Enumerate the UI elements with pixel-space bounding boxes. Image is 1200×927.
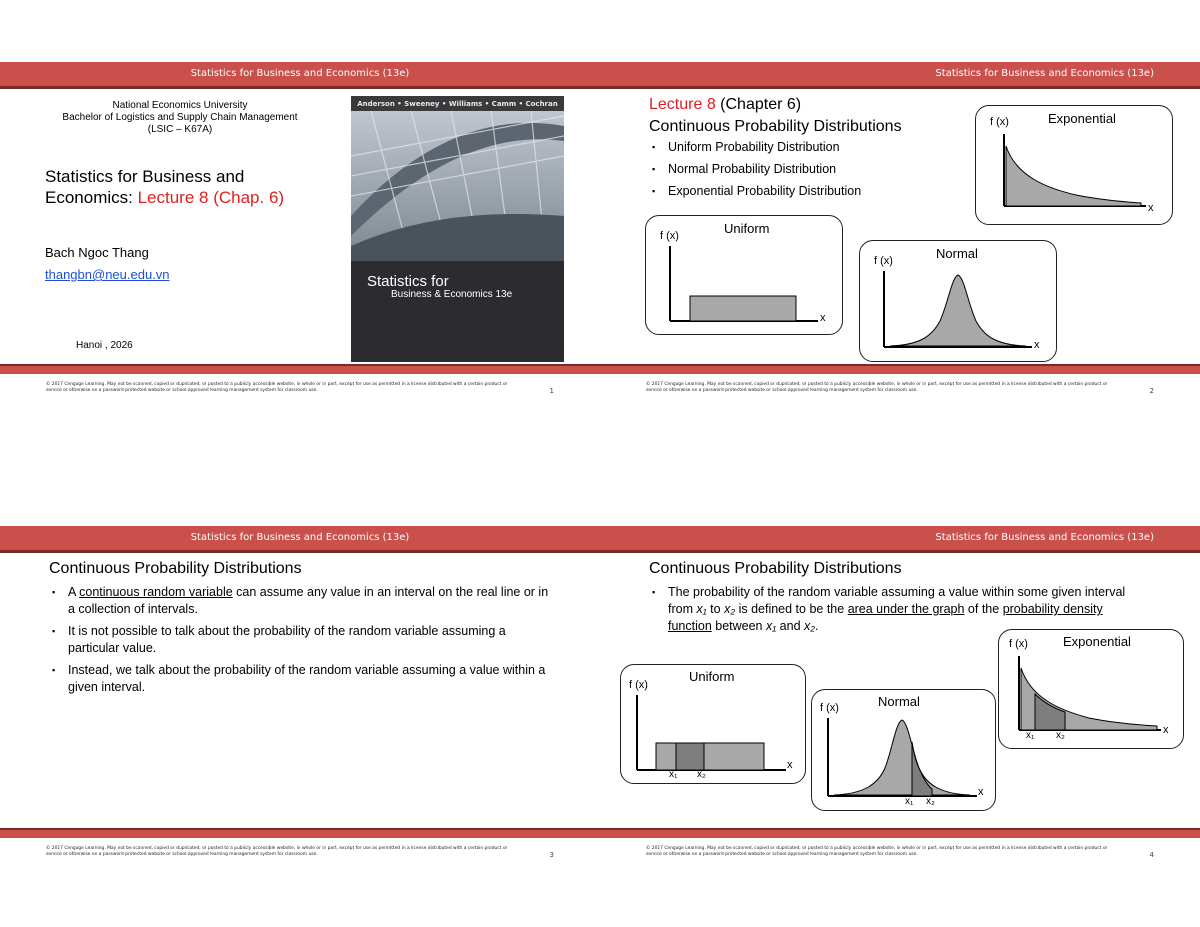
x-axis-label: x: [1034, 339, 1040, 351]
slide-title: Continuous Probability Distributions: [49, 560, 302, 577]
exponential-interval-box: [998, 629, 1184, 749]
title-prefix: Economics:: [45, 188, 138, 207]
distribution-list: [650, 139, 970, 205]
text-run: between: [711, 619, 766, 633]
program-name: Bachelor of Logistics and Supply Chain Management: [62, 112, 298, 123]
book-cover: [351, 96, 564, 362]
normal-interval-box: [811, 689, 996, 811]
author-email-link[interactable]: thangbn@neu.edu.vn: [45, 267, 170, 282]
text-run: A: [68, 585, 80, 599]
x2-symbol: x₂: [804, 619, 816, 633]
term-area-under-graph: area under the graph: [847, 602, 965, 616]
copyright-notice: © 2017 Cengage Learning. May not be scanned, copied or duplicated, or posted to a publicly accessible website, in whole or in part, except for use as permitted in a license distributed with a certain product or service or otherwise on a password-protected website or school-approved learning management system for classroom use.: [646, 846, 1108, 857]
x2-label: x₂: [926, 796, 935, 807]
x1-label: x₁: [905, 796, 914, 807]
header-text: Statistics for Business and Economics (13e): [190, 68, 410, 79]
author-name: Bach Ngoc Thang: [45, 245, 149, 260]
fx-label: f (x): [1009, 638, 1028, 650]
normal-graph-box: [859, 240, 1057, 362]
text-run: and: [776, 619, 805, 633]
uniform-label: Uniform: [724, 221, 770, 236]
uniform-label: Uniform: [689, 669, 735, 684]
header-text: Statistics for Business and Economics (13e): [935, 68, 1154, 79]
slide-header: [0, 526, 600, 550]
x2-label: x₂: [697, 769, 706, 780]
slide-2: [600, 62, 1200, 412]
chapter-ref: (Chapter 6): [715, 96, 802, 113]
x1-label: x₁: [1026, 730, 1035, 741]
list-item: ▪ Normal Probability Distribution: [650, 161, 970, 178]
fx-label: f (x): [820, 702, 839, 714]
text-run: can assume any value in an interval on the real line or in a collection of intervals.: [68, 585, 549, 616]
list-item: ▪ Uniform Probability Distribution: [650, 139, 970, 156]
cover-title-1: Statistics for: [367, 273, 449, 290]
list-item: ▪ Exponential Probability Distribution: [650, 183, 970, 200]
slide-subtitle: Continuous Probability Distributions: [649, 118, 902, 135]
normal-label: Normal: [936, 246, 978, 261]
fx-label: f (x): [874, 255, 893, 267]
lecture-title: [45, 166, 284, 208]
header-text: Statistics for Business and Economics (13e): [935, 532, 1154, 543]
slide-header: [0, 62, 600, 86]
slide-footer-bar: [600, 828, 1200, 838]
uniform-graph-box: [645, 215, 843, 335]
list-item: ▪ Instead, we talk about the probability of the random variable assuming a value within a given interval.: [50, 662, 555, 696]
slide-footer-bar: [0, 364, 600, 374]
term-continuous-random-variable: continuous random variable: [79, 585, 233, 599]
text-run: The probability of the random variable assuming a value within some given interval from: [668, 585, 1126, 616]
text-run: to: [706, 602, 725, 616]
lecture-number: Lecture 8: [649, 96, 716, 113]
class-code: (LSIC – K67A): [147, 124, 213, 135]
cover-art: [351, 96, 564, 362]
x1-label: x₁: [669, 769, 678, 780]
x1-symbol: x₁: [766, 619, 777, 633]
definition-list: [50, 584, 555, 701]
x2-label: x₂: [1056, 730, 1065, 741]
text-run: of the: [964, 602, 1003, 616]
title-line-2: [45, 187, 284, 208]
cover-authors: Anderson • Sweeney • Williams • Camm • Cochran: [357, 100, 558, 108]
institution-block: [0, 100, 360, 136]
fx-label: f (x): [629, 679, 648, 691]
x-axis-label: x: [978, 786, 984, 798]
place-date: Hanoi , 2026: [76, 340, 133, 351]
text-run: is defined to be the: [735, 602, 848, 616]
x-axis-label: x: [1148, 202, 1154, 214]
normal-label: Normal: [878, 694, 920, 709]
uniform-interval-box: [620, 664, 806, 784]
page-number: 2: [1149, 387, 1154, 395]
lecture-heading: [649, 96, 801, 114]
term-pdf: probability density function: [668, 602, 1103, 633]
slide-3: [0, 526, 600, 876]
page-number: 3: [549, 851, 554, 859]
fx-label: f (x): [660, 230, 679, 242]
list-item: ▪ It is not possible to talk about the probability of the random variable assuming a particular value.: [50, 623, 555, 657]
page-number: 1: [549, 387, 554, 395]
copyright-notice: © 2017 Cengage Learning. May not be scanned, copied or duplicated, or posted to a publicly accessible website, in whole or in part, except for use as permitted in a license distributed with a certain product or service or otherwise on a password-protected website or school-approved learning management system for classroom use.: [46, 846, 508, 857]
x-axis-label: x: [787, 759, 793, 771]
list-item: [50, 584, 555, 618]
exponential-label: Exponential: [1063, 634, 1131, 649]
x1-symbol: x₁: [696, 602, 707, 616]
x-axis-label: x: [820, 312, 826, 324]
slide-header: [600, 526, 1200, 550]
slide-1: [0, 62, 600, 412]
list-item: [650, 584, 1140, 635]
slide-footer-bar: [600, 364, 1200, 374]
slide-4: [600, 526, 1200, 876]
copyright-notice: © 2017 Cengage Learning. May not be scanned, copied or duplicated, or posted to a publicly accessible website, in whole or in part, except for use as permitted in a license distributed with a certain product or service or otherwise on a password-protected website or school-approved learning management system for classroom use.: [46, 382, 508, 393]
x-axis-label: x: [1163, 724, 1169, 736]
title-lecture-ref: Lecture 8 (Chap. 6): [137, 188, 285, 207]
cover-title-2: Business & Economics 13e: [391, 289, 513, 300]
title-line-1: Statistics for Business and: [45, 167, 245, 186]
exponential-label: Exponential: [1048, 111, 1116, 126]
university-name: National Economics University: [112, 100, 248, 111]
fx-label: f (x): [990, 116, 1009, 128]
copyright-notice: © 2017 Cengage Learning. May not be scanned, copied or duplicated, or posted to a publicly accessible website, in whole or in part, except for use as permitted in a license distributed with a certain product or service or otherwise on a password-protected website or school-approved learning management system for classroom use.: [646, 382, 1108, 393]
slide-title: Continuous Probability Distributions: [649, 560, 902, 577]
slide-header: [600, 62, 1200, 86]
x2-symbol: x₂: [724, 602, 736, 616]
header-text: Statistics for Business and Economics (13e): [190, 532, 410, 543]
text-run: .: [815, 619, 819, 633]
page-number: 4: [1149, 851, 1154, 859]
exponential-graph-box: [975, 105, 1173, 225]
slide-footer-bar: [0, 828, 600, 838]
